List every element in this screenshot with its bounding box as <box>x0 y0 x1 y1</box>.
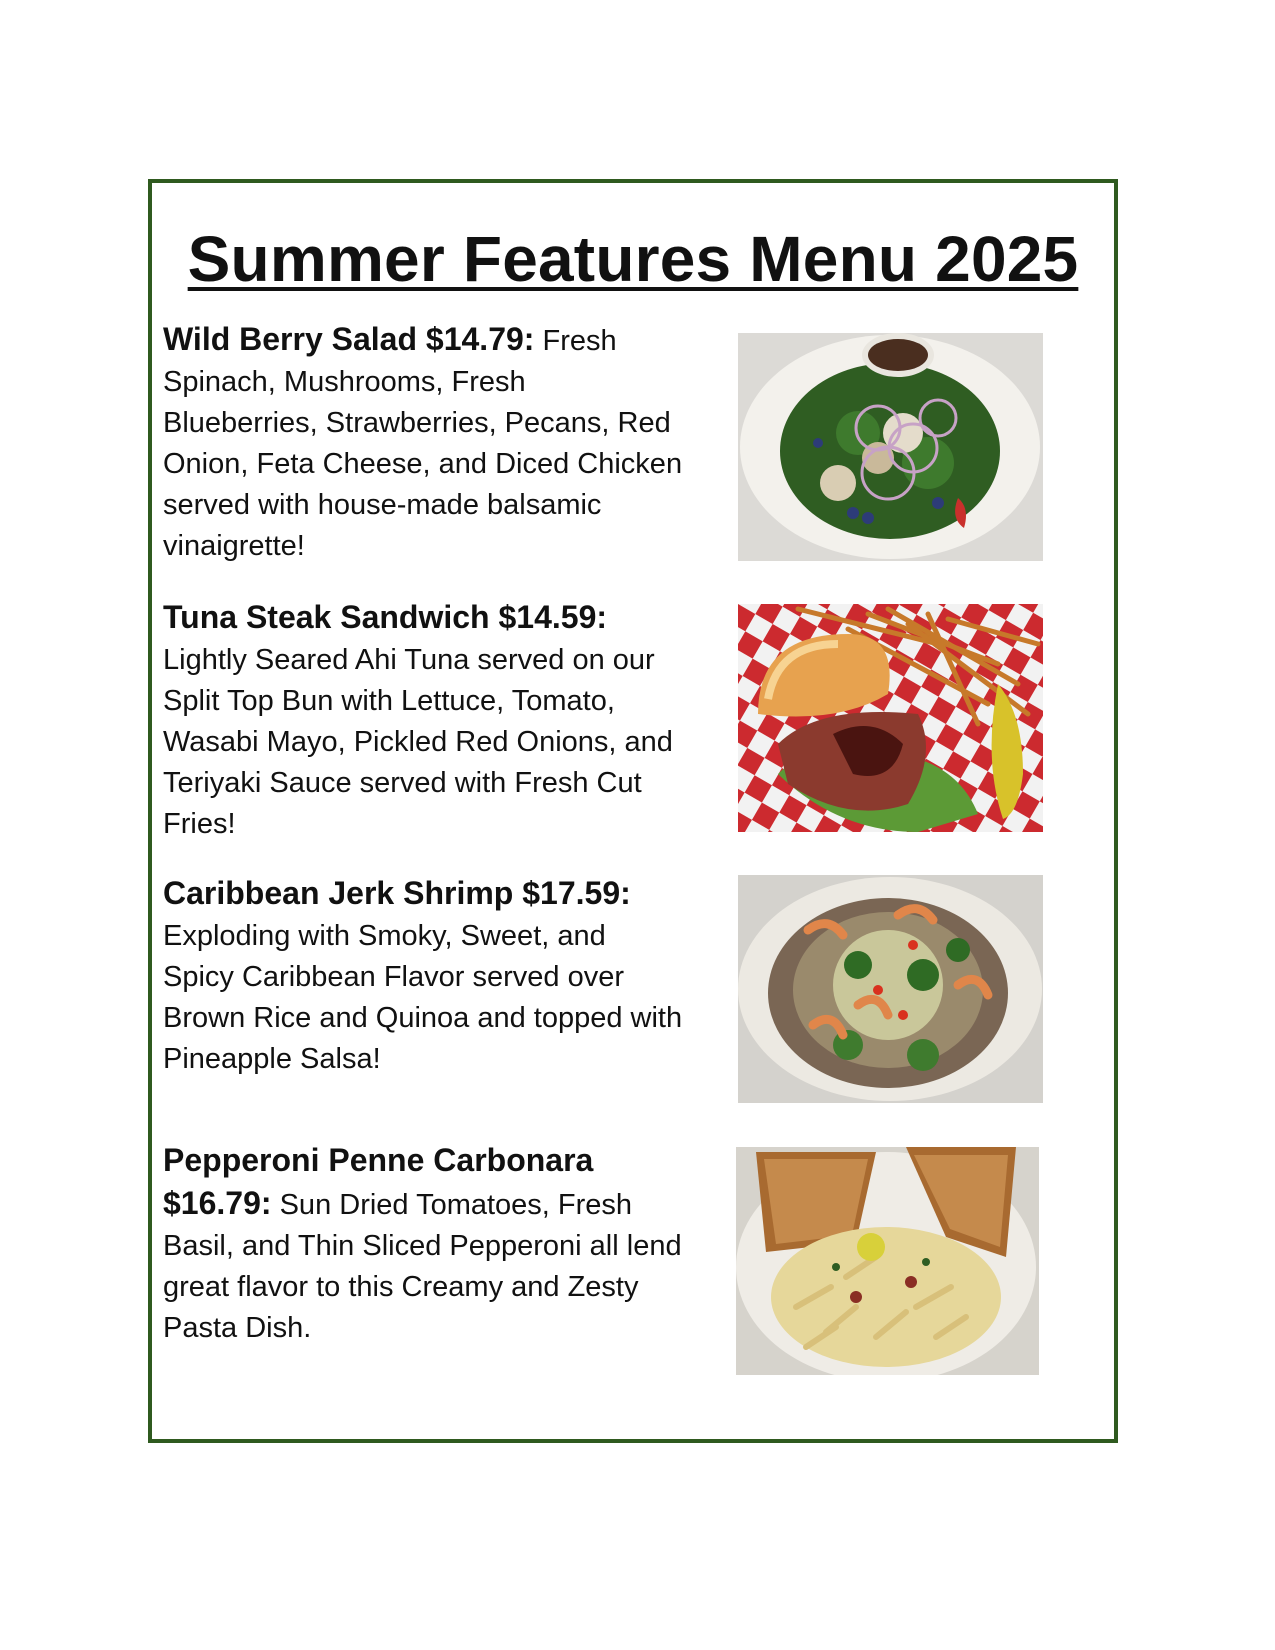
menu-title: Summer Features Menu 2025 <box>187 223 1079 295</box>
menu-item-caribbean-jerk-shrimp <box>163 873 683 1080</box>
menu-item-tuna-steak-sandwich <box>163 597 683 845</box>
item-description: Sun Dried Tomatoes, Fresh Basil, and Thin Sliced Pepperoni all lend great flavor to this Creamy and Zesty Pasta Dish. <box>163 1189 682 1344</box>
item-name: Caribbean Jerk Shrimp $17.59: <box>163 875 631 911</box>
item-description: Fresh Spinach, Mushrooms, Fresh Blueberries, Strawberries, Pecans, Red Onion, Feta Cheese, and Diced Chicken served with house-made balsamic vinaigrette! <box>163 325 683 562</box>
item-name: Wild Berry Salad $14.79: <box>163 321 535 357</box>
item-name: Tuna Steak Sandwich $14.59: <box>163 599 608 635</box>
menu-item-wild-berry-salad <box>163 319 683 567</box>
menu-item-pepperoni-penne-carbonara <box>163 1140 683 1349</box>
pasta-photo <box>736 1147 1039 1375</box>
menu-frame <box>148 179 1118 1443</box>
shrimp-photo <box>738 875 1043 1103</box>
item-description: Lightly Seared Ahi Tuna served on our Split Top Bun with Lettuce, Tomato, Wasabi Mayo, Pickled Red Onions, and Teriyaki Sauce served with Fresh Cut Fries! <box>163 644 673 840</box>
sandwich-photo <box>738 604 1043 832</box>
salad-photo <box>738 333 1043 561</box>
item-name: Pepperoni Penne Carbonara $16.79: <box>163 1142 594 1221</box>
item-description: Exploding with Smoky, Sweet, and Spicy Caribbean Flavor served over Brown Rice and Quinoa and topped with Pineapple Salsa! <box>163 920 683 1075</box>
